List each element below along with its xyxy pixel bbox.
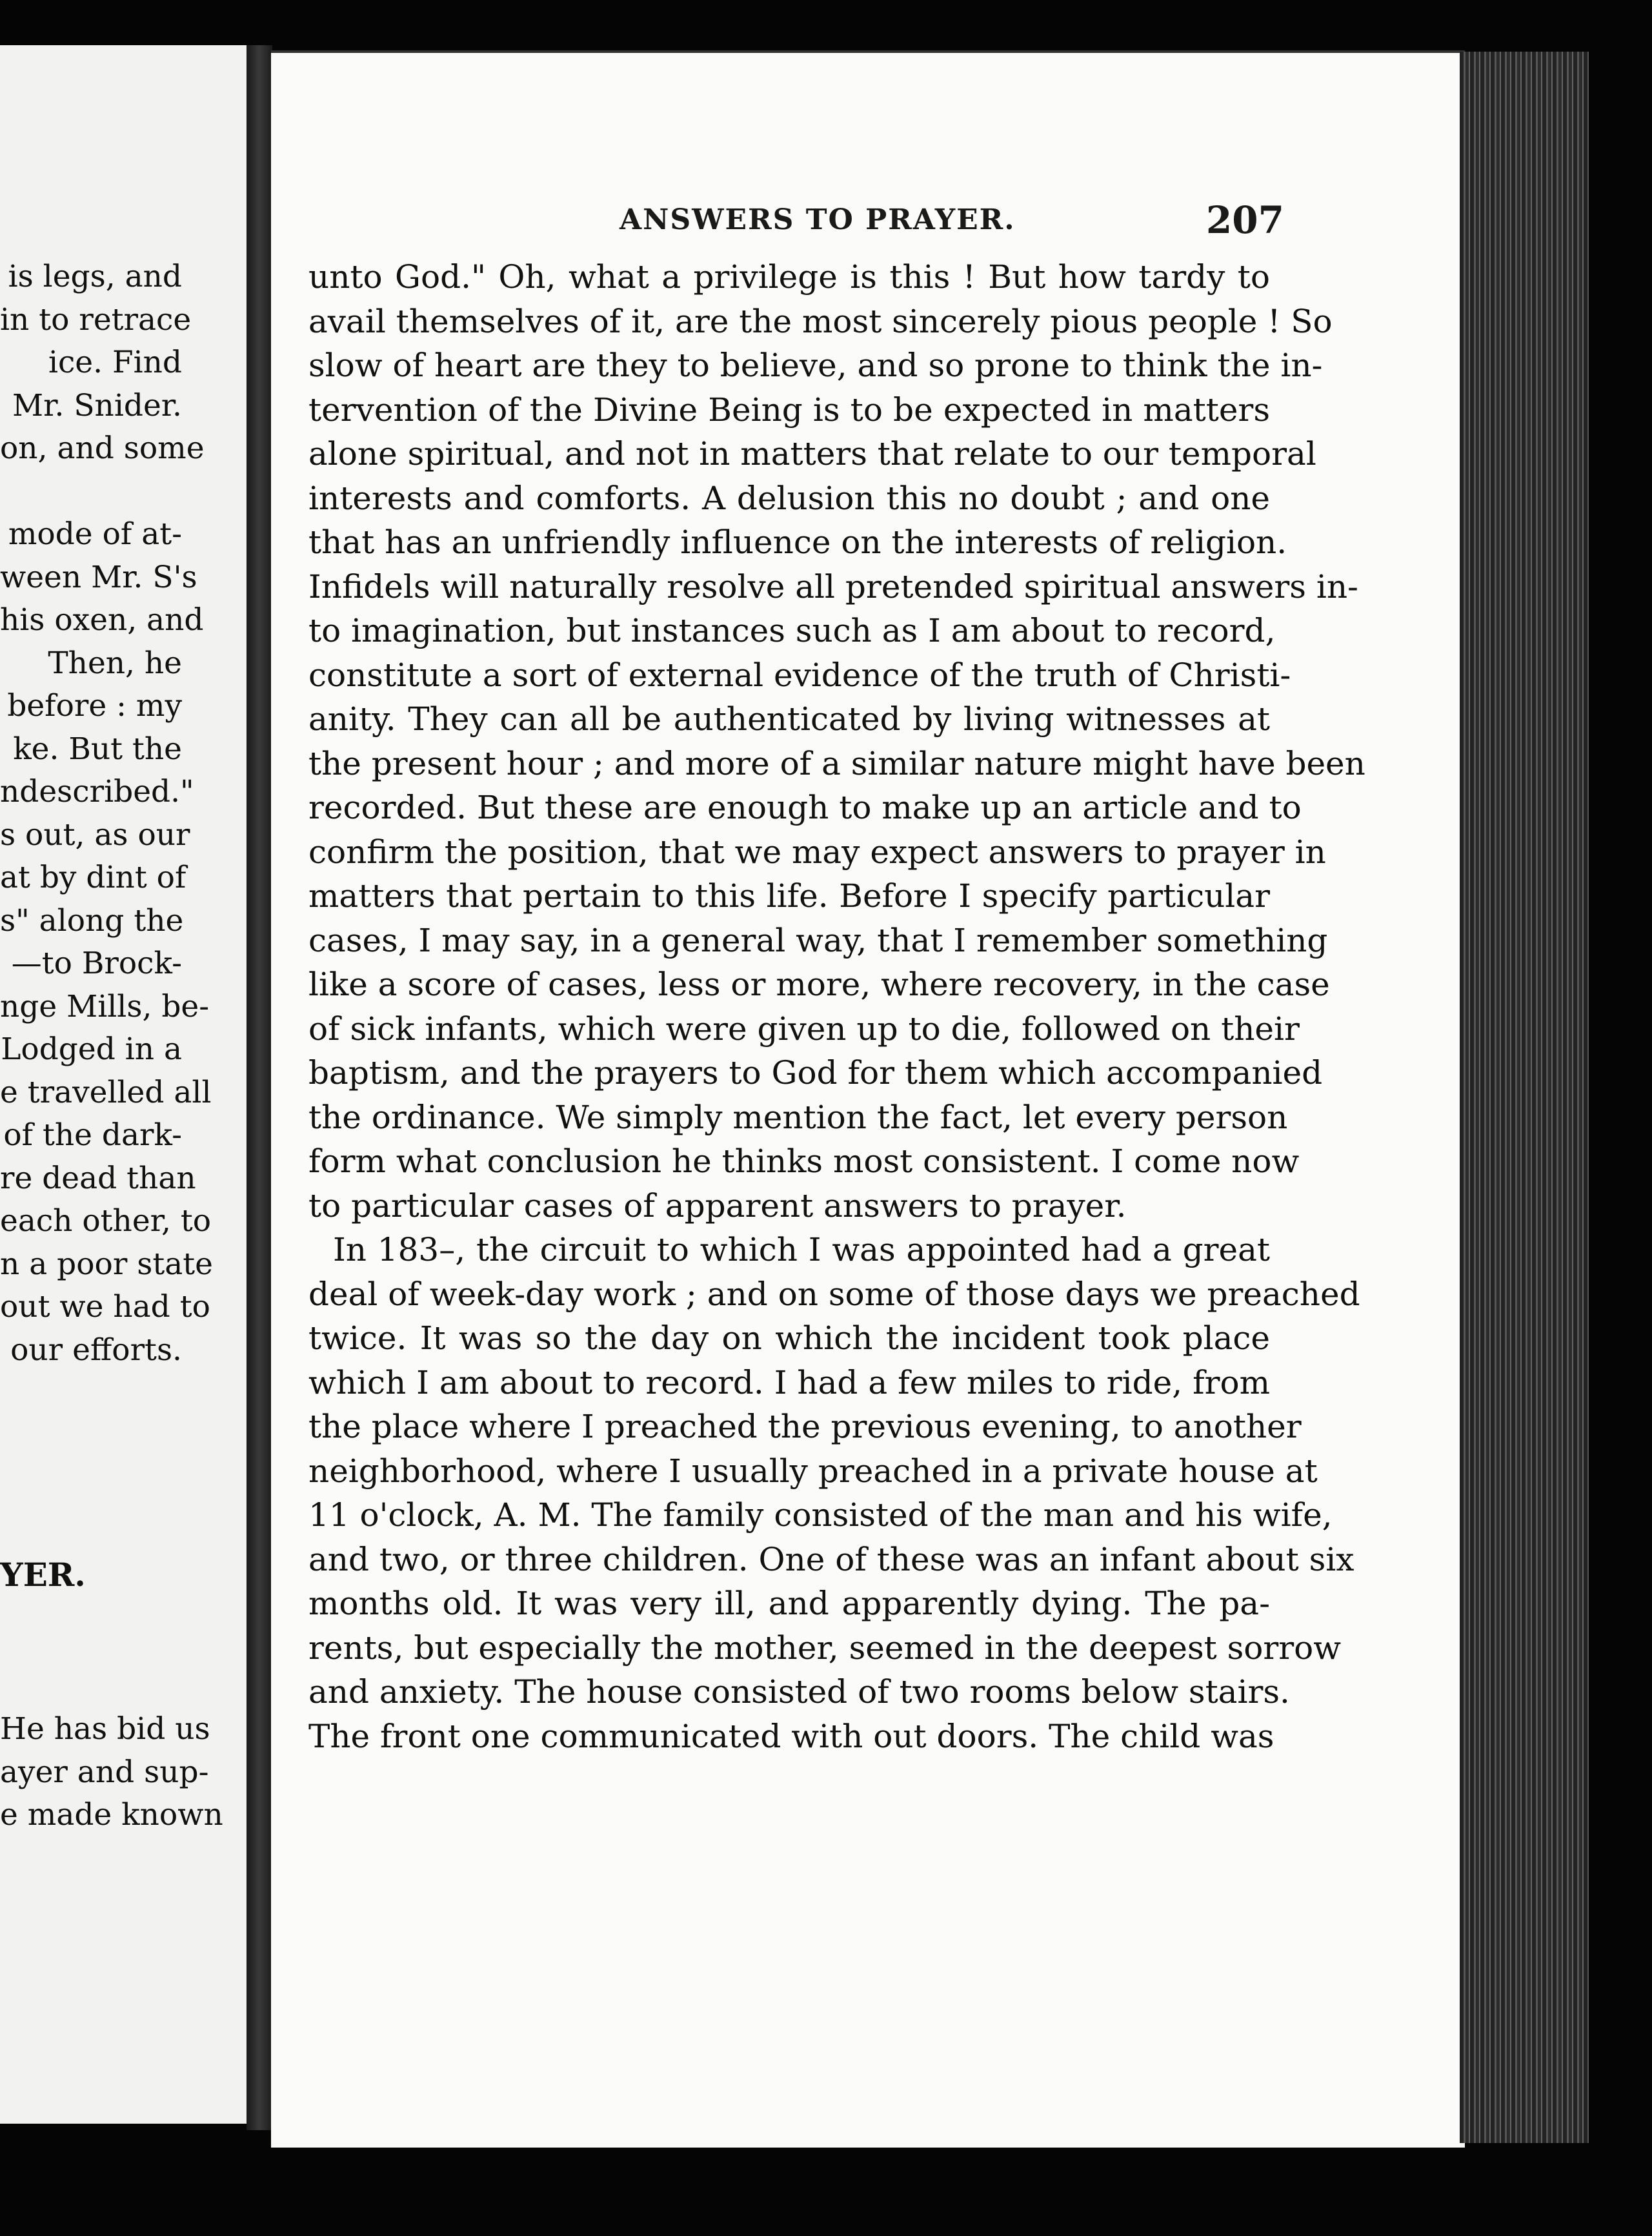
text-line: baptism, and the prayers to God for them which accompanied (308, 1054, 1323, 1092)
left-page-line: Then, he (48, 645, 182, 681)
left-page-line: each other, to (0, 1203, 212, 1239)
text-line: cases, I may say, in a general way, that I remember something (308, 921, 1328, 959)
left-page-line: ayer and sup- (0, 1754, 209, 1790)
text-line: alone spiritual, and not in matters that relate to our temporal (308, 435, 1316, 473)
left-page-line: of the dark- (3, 1117, 182, 1153)
page-edges (1460, 52, 1589, 2143)
left-page-line: re dead than (0, 1160, 196, 1196)
left-page-line: n a poor state (0, 1246, 213, 1282)
text-line: rents, but especially the mother, seemed in the deepest sorrow (308, 1629, 1342, 1667)
text-line: deal of week-day work ; and on some of those days we preached (308, 1275, 1360, 1313)
book-gutter (247, 45, 272, 2130)
text-line: matters that pertain to this life. Before I specify particular (308, 877, 1270, 915)
left-page-line: our efforts. (10, 1332, 182, 1368)
text-line: The front one communicated with out doors. The child was (308, 1717, 1274, 1755)
left-page-line: s out, as our (0, 817, 190, 853)
previous-page (0, 45, 247, 2124)
left-page-line: in to retrace (0, 301, 192, 338)
left-page-line: at by dint of (0, 860, 186, 895)
text-line: Infidels will naturally resolve all pretended spiritual answers in- (308, 567, 1358, 605)
left-page-line: ndescribed." (0, 774, 194, 809)
text-line: interests and comforts. A delusion this no doubt ; and one (308, 479, 1270, 517)
left-page-heading: YER. (0, 1556, 86, 1594)
page-number: 207 (1205, 198, 1284, 242)
text-line: form what conclusion he thinks most consistent. I come now (308, 1143, 1300, 1180)
left-page-line: He has bid us (0, 1711, 210, 1747)
left-page-line: before : my (7, 688, 182, 724)
text-line: which I am about to record. I had a few miles to ride, from (308, 1363, 1270, 1401)
text-line: 11 o'clock, A. M. The family consisted of the man and his wife, (308, 1496, 1333, 1534)
left-page-line: ke. But the (13, 731, 182, 767)
left-page-line: e travelled all (0, 1074, 212, 1110)
text-line: that has an unfriendly influence on the interests of religion. (308, 523, 1287, 561)
left-page-line: e made known (0, 1797, 223, 1833)
left-page-line: —to Brock- (11, 946, 182, 981)
left-page-line: nge Mills, be- (0, 988, 210, 1024)
running-header (348, 198, 1284, 242)
text-line: slow of heart are they to believe, and so prone to think the in- (308, 347, 1323, 384)
running-title: ANSWERS TO PRAYER. (620, 203, 1016, 236)
text-line: constitute a sort of external evidence of the truth of Christi- (308, 656, 1291, 694)
text-line: tervention of the Divine Being is to be expected in matters (308, 391, 1270, 429)
text-line: of sick infants, which were given up to die, followed on their (308, 1010, 1300, 1048)
text-line: twice. It was so the day on which the incident took place (308, 1319, 1270, 1357)
text-line: and two, or three children. One of these was an infant about six (308, 1540, 1355, 1578)
text-line: confirm the position, that we may expect answers to prayer in (308, 833, 1326, 871)
text-line: recorded. But these are enough to make up an article and to (308, 789, 1302, 826)
text-line: the ordinance. We simply mention the fact, let every person (308, 1098, 1288, 1136)
text-line: the present hour ; and more of a similar nature might have been (308, 744, 1365, 782)
text-line: avail themselves of it, are the most sincerely pious people ! So (308, 302, 1333, 340)
text-line: anity. They can all be authenticated by living witnesses at (308, 700, 1270, 738)
body-text (308, 255, 1365, 1758)
text-line: months old. It was very ill, and apparently dying. The pa- (308, 1585, 1270, 1622)
text-line: and anxiety. The house consisted of two rooms below stairs. (308, 1673, 1290, 1711)
left-page-line: his oxen, and (0, 602, 204, 638)
left-page-line: ween Mr. S's (0, 559, 197, 595)
left-page-line: Lodged in a (1, 1032, 182, 1067)
text-line: neighborhood, where I usually preached in a private house at (308, 1452, 1318, 1490)
text-line: like a score of cases, less or more, where recovery, in the case (308, 966, 1330, 1003)
left-page-line: mode of at- (8, 516, 182, 552)
left-page-line: is legs, and (8, 259, 182, 294)
left-page-line: s" along the (0, 902, 184, 939)
left-page-line: ice. Find (48, 345, 182, 380)
text-line: the place where I preached the previous evening, to another (308, 1408, 1302, 1445)
text-line: to imagination, but instances such as I am about to record, (308, 612, 1276, 649)
text-line: In 183–, the circuit to which I was appointed had a great (333, 1231, 1270, 1268)
left-page-line: Mr. Snider. (12, 387, 182, 423)
left-page-line: on, and some (0, 431, 205, 466)
text-line: to particular cases of apparent answers to prayer. (308, 1186, 1127, 1225)
text-line: unto God." Oh, what a privilege is this ! But how tardy to (308, 258, 1270, 296)
left-page-line: out we had to (0, 1289, 210, 1325)
